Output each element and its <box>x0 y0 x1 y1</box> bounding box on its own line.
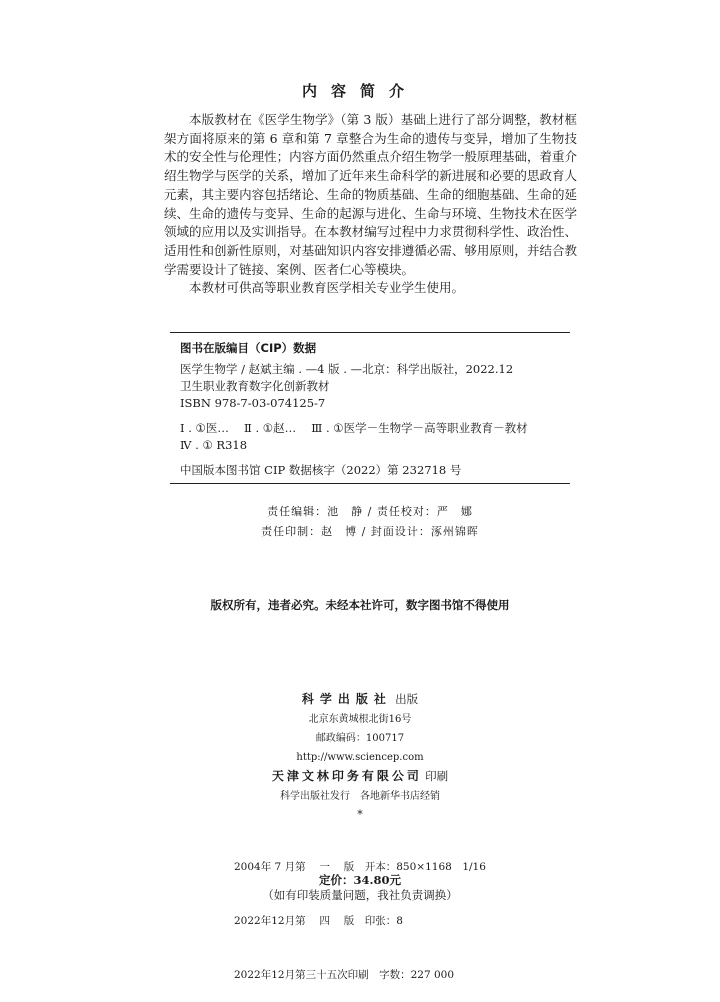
cip-spacer <box>170 412 570 420</box>
publisher-url: http://www.sciencep.com <box>296 752 424 763</box>
separator-star: * <box>357 808 363 821</box>
cip-heading: 图书在版编目（CIP）数据 <box>180 341 317 355</box>
cip-data-block <box>170 332 570 484</box>
cip-classification-2: Ⅳ . ① R318 <box>180 438 248 452</box>
cip-spacer <box>170 454 570 462</box>
publisher-name-line <box>0 690 720 710</box>
edition-line-1: 2004年 7 月第 一 版 开本：850×1168 1/16 <box>234 861 486 873</box>
publisher-address: 北京东黄城根北街16号 <box>308 714 412 725</box>
book-introduction <box>164 111 577 298</box>
edition-info <box>234 822 554 1002</box>
edition-line-2: 2022年12月第 四 版 印张：8 <box>234 915 403 927</box>
publisher-block <box>0 690 720 821</box>
publisher-suffix: 出版 <box>395 692 419 706</box>
intro-paragraph-1: 本版教材在《医学生物学》（第 3 版）基础上进行了部分调整，教材框架方面将原来的第 6 章和第 7 章整合为生命的遗传与变异，增加了生物技术的安全性与伦理性；内容方面仍然重点介绍生物学一般原理基础，着重介绍生物学与医学的关系，增加了近年来生命科学的新进展和必要的思政育人元素，其主要内容包括绪论、生命的物质基础、生命的细胞基础、生命的延续、生命的遗传与变异、生命的起源与进化、生命与环境、生物技术在医学领域的应用以及实训指导。在本教材编写过程中力求贯彻科学性、政治性、适用性和创新性原则，对基础知识内容安排遵循必需、够用原则，并结合教学需要设计了链接、案例、医者仁心等模块。 <box>164 112 577 277</box>
quality-notice: （如有印装质量问题，我社负责调换） <box>262 888 458 902</box>
cip-series: 卫生职业教育数字化创新教材 <box>180 379 330 393</box>
cip-classification-1: Ⅰ . ①医… Ⅱ . ①赵… Ⅲ . ①医学－生物学－高等职业教育－教材 <box>180 421 528 435</box>
cip-book-line: 医学生物学 / 赵斌主编 . —4 版 . —北京：科学出版社，2022.12 <box>180 362 514 376</box>
printer-line <box>0 767 720 787</box>
cip-record-number: 中国版本图书馆 CIP 数据核字（2022）第 232718 号 <box>180 463 462 477</box>
printer-suffix: 印刷 <box>425 769 449 783</box>
publisher-postcode: 邮政编码：100717 <box>315 733 405 744</box>
editorial-credits <box>0 502 720 542</box>
distribution-line: 科学出版社发行 各地新华书店经销 <box>280 791 440 802</box>
price: 定价：34.80元 <box>318 873 401 887</box>
intro-paragraph-2: 本教材可供高等职业教育医学相关专业学生使用。 <box>189 280 465 296</box>
publisher-name: 科学出版社 <box>301 692 392 706</box>
edition-line-3: 2022年12月第三十五次印刷 字数：227 000 <box>234 969 455 981</box>
cip-isbn: ISBN 978-7-03-074125-7 <box>180 396 326 410</box>
copyright-notice: 版权所有，违者必究。未经本社许可，数字图书馆不得使用 <box>210 598 510 612</box>
editors-line-1: 责任编辑：池 静 / 责任校对：严 娜 <box>267 505 473 518</box>
page-title: 内容简介 <box>301 82 418 100</box>
printer-name: 天津文林印务有限公司 <box>271 769 422 783</box>
editors-line-2: 责任印制：赵 博 / 封面设计：涿州锦晖 <box>261 525 479 538</box>
